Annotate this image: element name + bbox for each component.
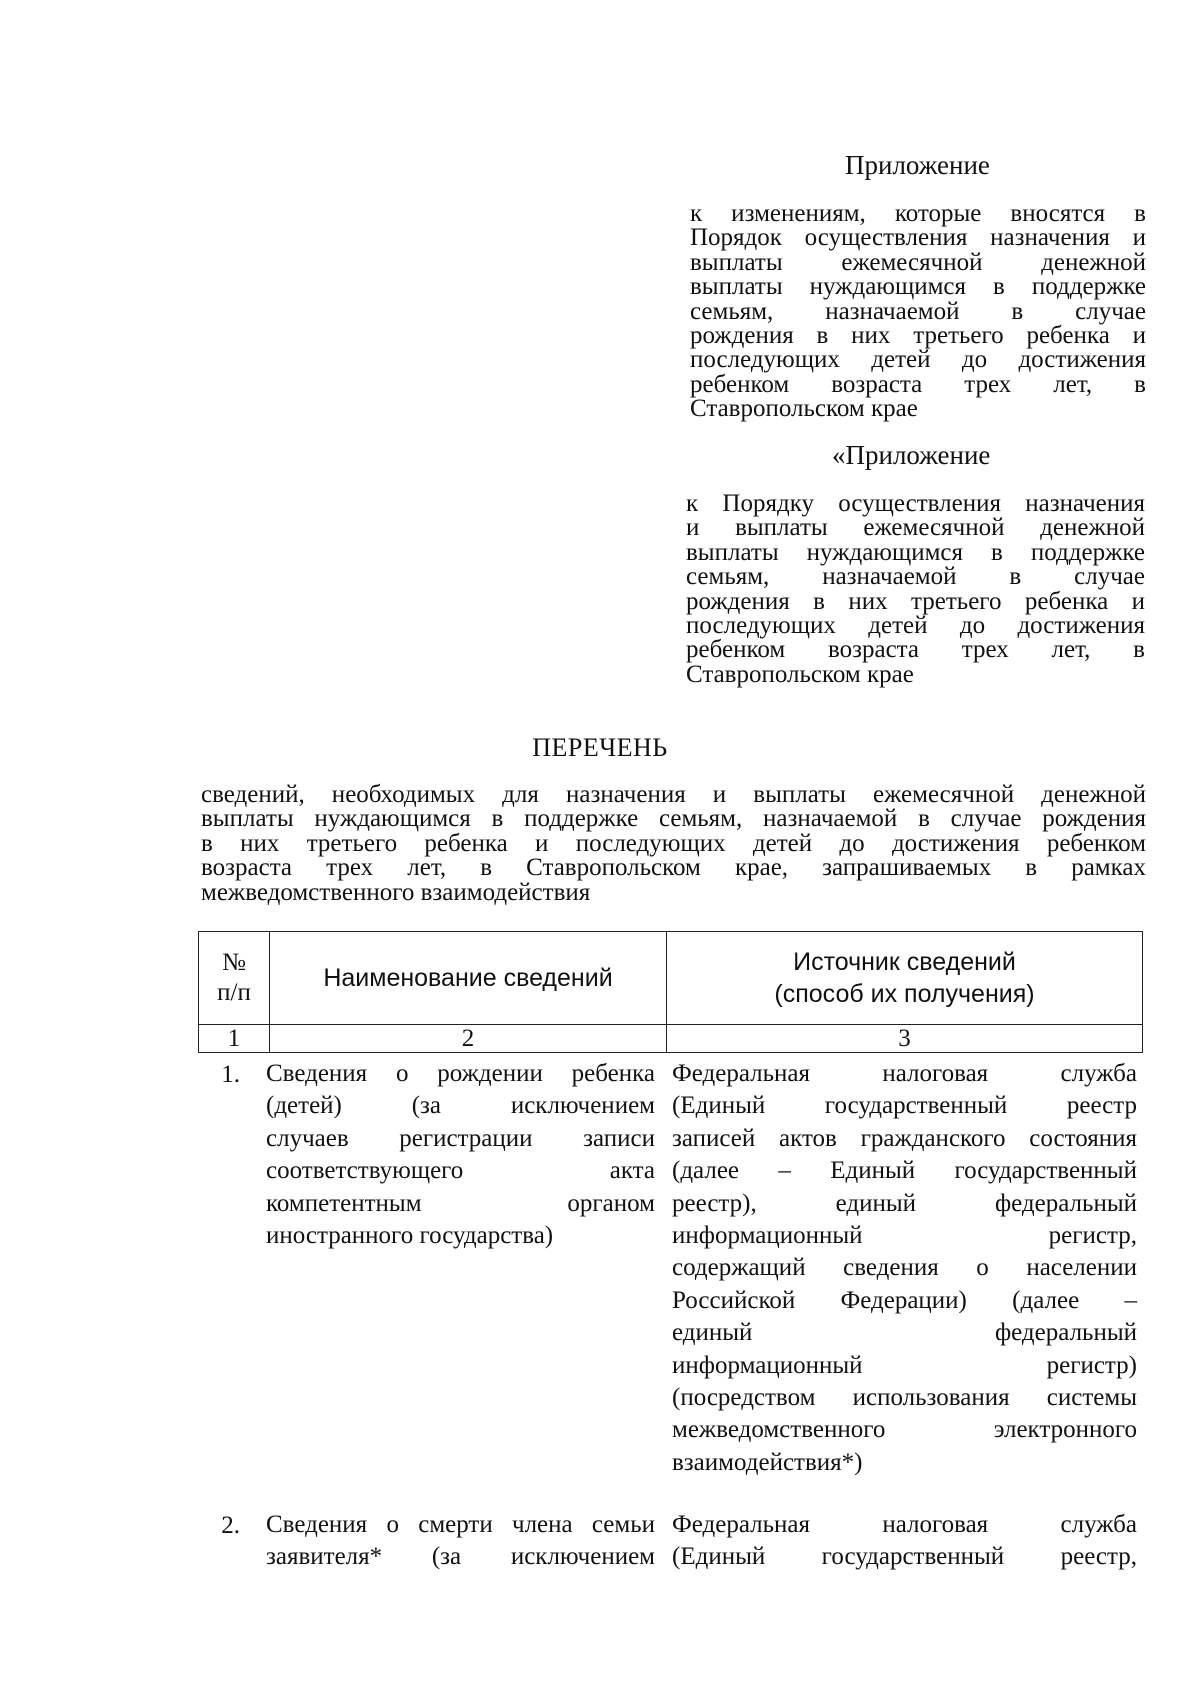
row-source-line: информационный регистр,: [672, 1222, 1137, 1250]
col-number-cell: 2: [270, 1025, 667, 1053]
row-source-line: реестр), единый федеральный: [672, 1189, 1137, 1217]
table-header: [198, 931, 1143, 1053]
row-name-line: Сведения о смерти члена семьи: [266, 1511, 655, 1538]
appendix2-line: к Порядку осуществления назначения: [686, 490, 1145, 517]
appendix-line: ребенком возраста трех лет, в: [690, 370, 1146, 398]
row-source-line: содержащий сведения о населении: [672, 1254, 1137, 1282]
row-source-line: взаимодействия*): [672, 1448, 863, 1476]
appendix2-line: рождения в них третьего ребенка и: [686, 587, 1145, 615]
row-source-line: межведомственного электронного: [672, 1416, 1137, 1444]
appendix-line: Порядок осуществления назначения и: [690, 224, 1146, 252]
appendix2-line: семьям, назначаемой в случае: [686, 563, 1145, 591]
col-number-cell: 3: [667, 1025, 1143, 1053]
header-name-cell: Наименование сведений: [270, 932, 667, 1025]
list-line: возраста трех лет, в Ставропольском крае, запрашиваемых в рамках: [201, 854, 1146, 882]
list-line: сведений, необходимых для назначения и выплаты ежемесячной денежной: [201, 781, 1146, 808]
row-source-line: единый федеральный: [672, 1319, 1137, 1347]
header-number-cell: [199, 932, 270, 1025]
appendix2-line: и выплаты ежемесячной денежной: [686, 514, 1145, 542]
row-name-line: случаев регистрации записи: [266, 1124, 655, 1152]
row-number: 2.: [221, 1512, 240, 1539]
list-description: [201, 783, 1146, 905]
appendix2-line: выплаты нуждающимся в поддержке: [686, 538, 1145, 566]
col-number-cell: 1: [199, 1025, 270, 1053]
row-source-line: (Единый государственный реестр: [672, 1092, 1137, 1120]
appendix-line: к изменениям, которые вносятся в: [690, 200, 1146, 227]
row-source-line: (далее – Единый государственный: [672, 1157, 1137, 1185]
row-name-line: компетентным органом: [266, 1189, 655, 1217]
row-source-line: (посредством использования системы: [672, 1384, 1137, 1412]
row-name-cell: [266, 1509, 655, 1574]
row-name-line: соответствующего акта: [266, 1157, 655, 1185]
appendix-line: семьям, назначаемой в случае: [690, 297, 1146, 325]
row-source-line: информационный регистр): [672, 1351, 1137, 1379]
row-source-cell: [672, 1058, 1137, 1479]
row-name-line: заявителя* (за исключением: [266, 1543, 655, 1571]
list-line: выплаты нуждающимся в поддержке семьям, назначаемой в случае рождения: [201, 805, 1146, 833]
row-source-line: записей актов гражданского состояния: [672, 1124, 1137, 1152]
list-line: межведомственного взаимодействия: [201, 878, 591, 906]
header-source-line: Источник сведений: [793, 948, 1016, 976]
appendix-line: выплаты нуждающимся в поддержке: [690, 273, 1146, 301]
appendix-title: Приложение: [845, 150, 990, 180]
list-title: ПЕРЕЧЕНЬ: [532, 733, 668, 762]
appendix-line: последующих детей до достижения: [690, 346, 1146, 374]
row-number: 1.: [221, 1061, 240, 1088]
appendix2-text: [686, 492, 1145, 687]
appendix-line: Ставропольском крае: [690, 395, 918, 423]
appendix-line: рождения в них третьего ребенка и: [690, 322, 1146, 350]
appendix-line: выплаты ежемесячной денежной: [690, 248, 1146, 276]
row-source-line: (Единый государственный реестр,: [672, 1543, 1137, 1571]
appendix2-line: Ставропольском крае: [686, 660, 914, 688]
row-name-line: Сведения о рождении ребенка: [266, 1060, 655, 1087]
row-name-cell: [266, 1058, 655, 1252]
appendix2-line: последующих детей до достижения: [686, 612, 1145, 640]
header-number-abbr: п/п: [217, 979, 251, 1006]
row-source-line: Федеральная налоговая служба: [672, 1060, 1137, 1087]
appendix-text: [690, 202, 1146, 422]
header-source-cell: [667, 932, 1143, 1025]
row-name-line: иностранного государства): [266, 1222, 554, 1250]
row-source-line: Российской Федерации) (далее –: [672, 1286, 1137, 1314]
appendix2-line: ребенком возраста трех лет, в: [686, 636, 1145, 664]
appendix2-title: «Приложение: [832, 440, 991, 470]
list-line: в них третьего ребенка и последующих детей до достижения ребенком: [201, 829, 1146, 857]
row-name-line: (детей) (за исключением: [266, 1092, 655, 1120]
row-source-cell: [672, 1509, 1137, 1574]
header-number-sign: №: [222, 949, 246, 976]
row-source-line: Федеральная налоговая служба: [672, 1511, 1137, 1538]
header-source-line: (способ их получения): [774, 980, 1035, 1008]
